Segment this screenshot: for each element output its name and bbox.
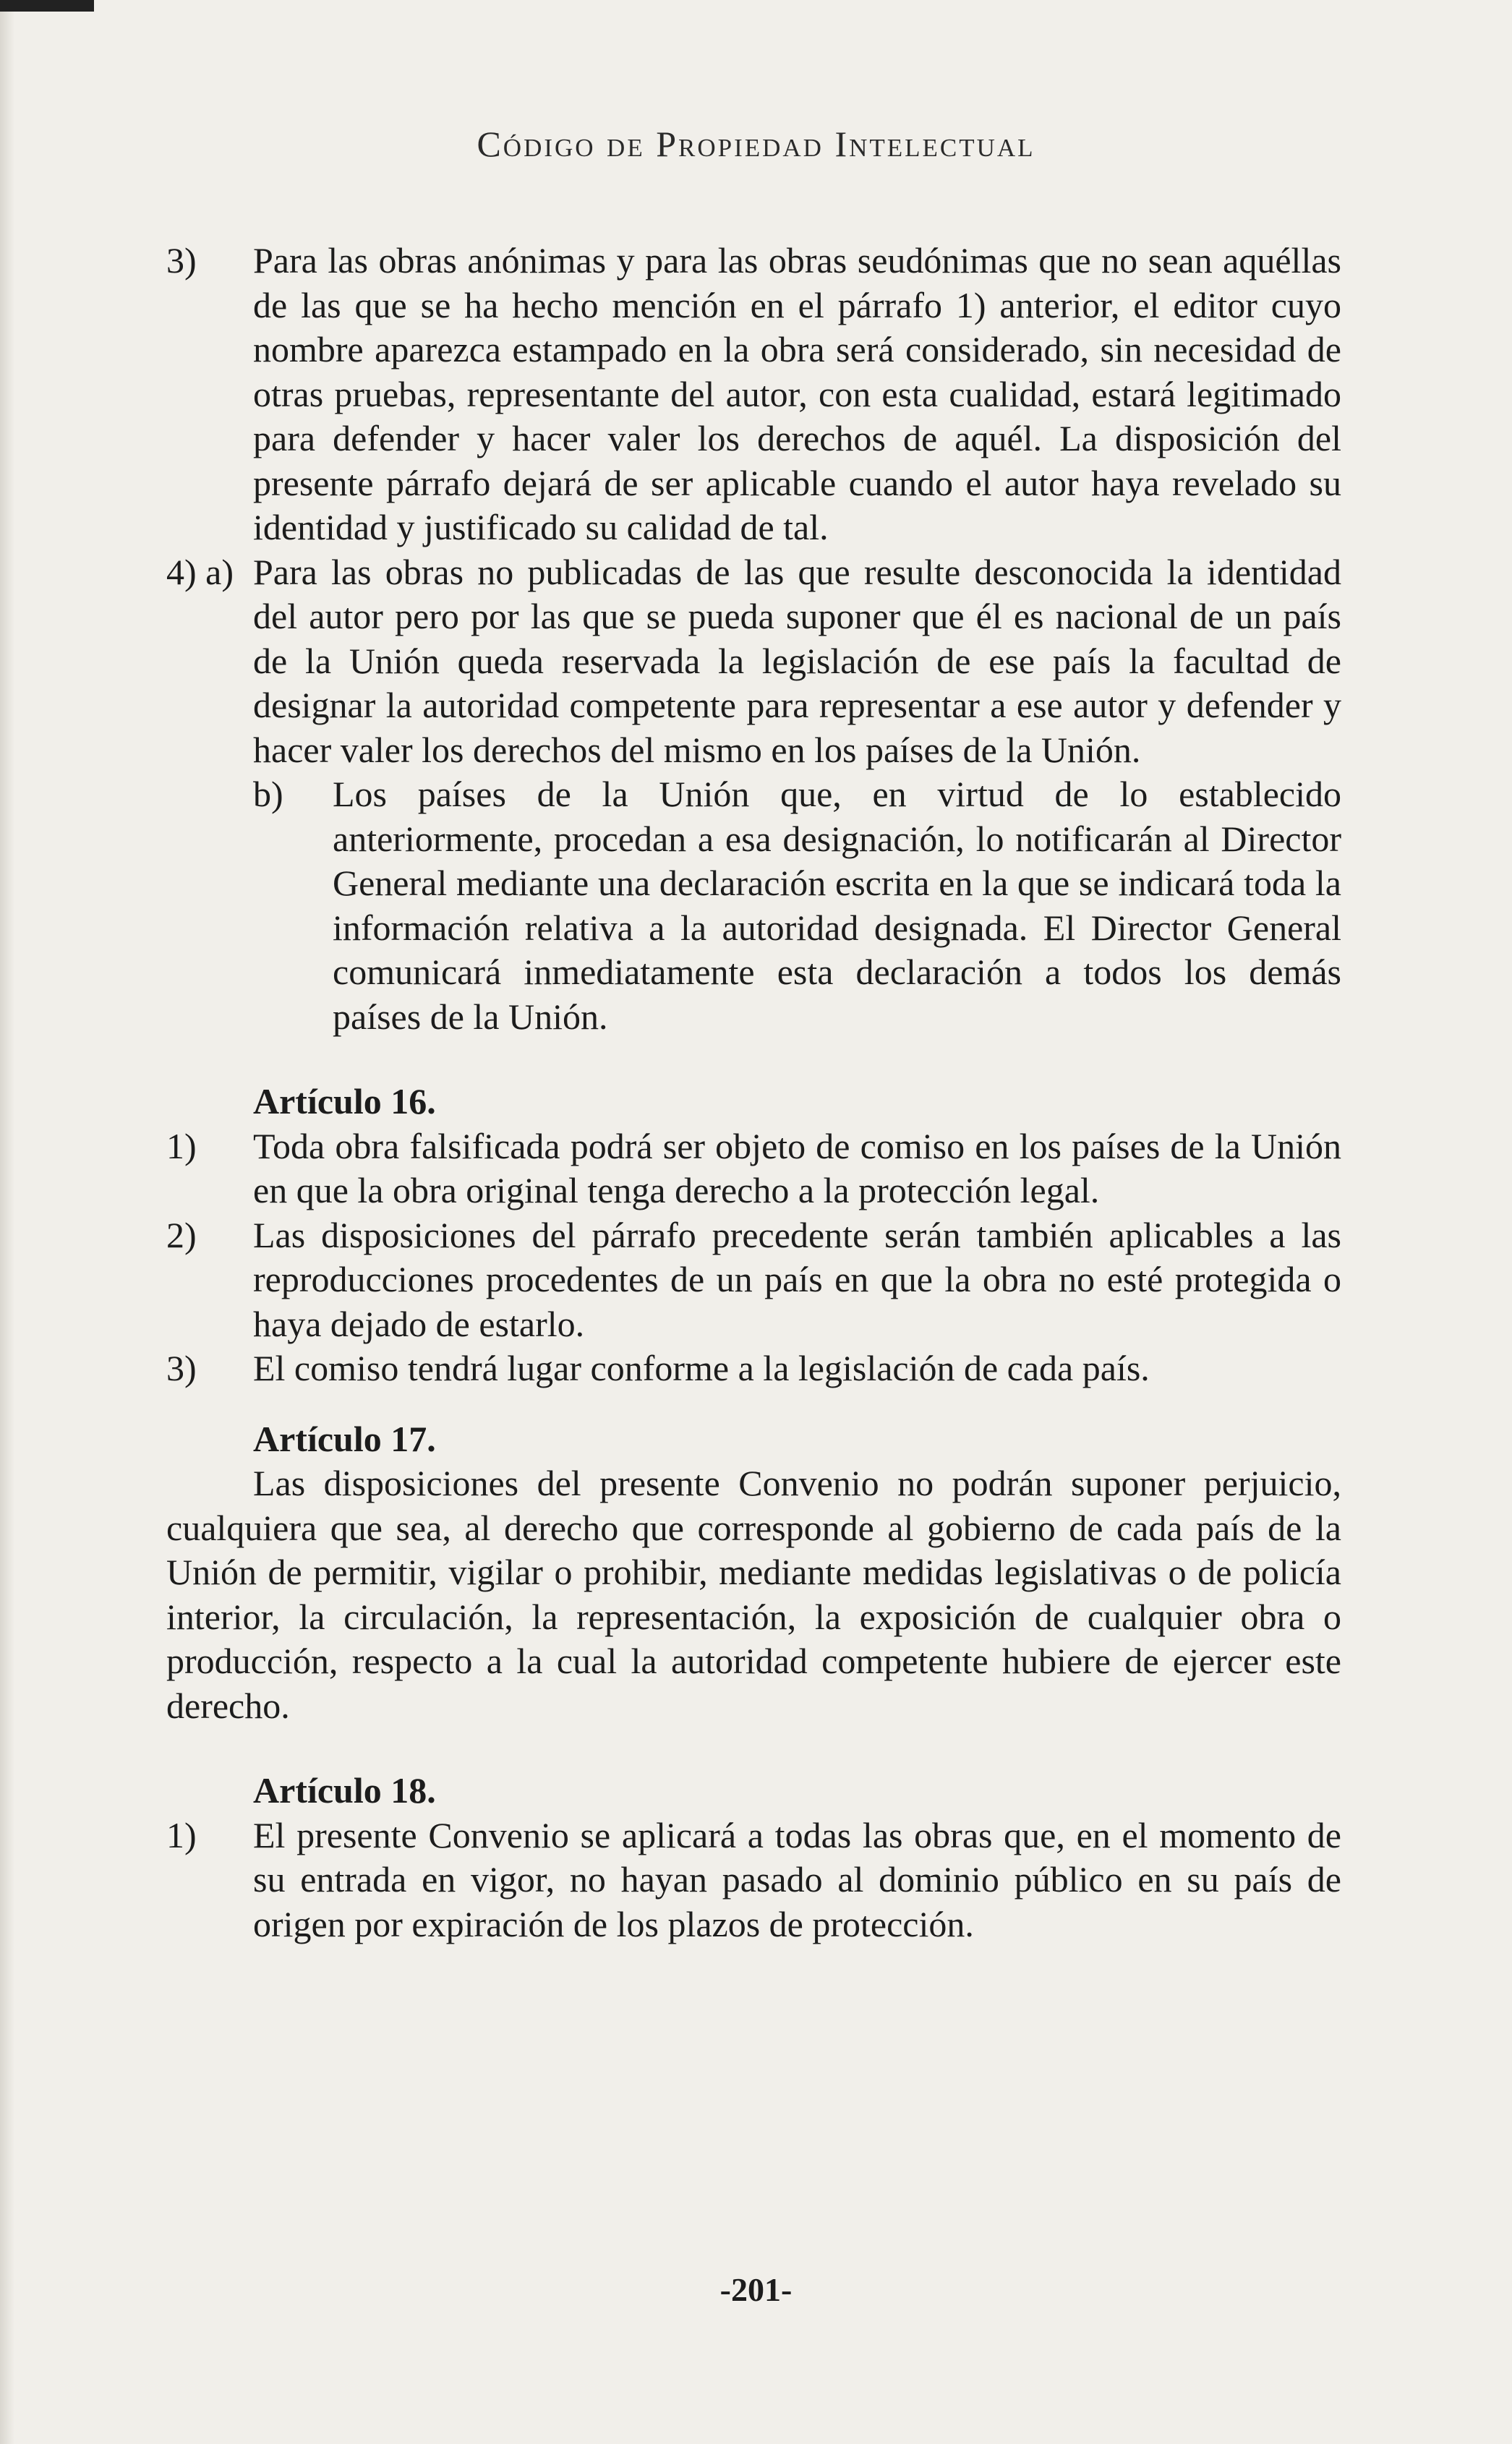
item-text: El comiso tendrá lugar conforme a la legislación de cada país. <box>253 1348 1150 1388</box>
paragraph-item <box>166 1124 1341 1213</box>
page-body <box>166 239 1341 1947</box>
subitem-letter: b) <box>253 774 283 814</box>
item-text: Para las obras anónimas y para las obras seudónimas que no sean aquéllas de las que se ha hecho mención en el párrafo 1) anterior, el editor cuyo nombre aparezca estampado en la obra será considerado, sin necesidad de otras pruebas, representante del autor, con esta cualidad, estará legitimado para defender y hacer valer los derechos de aquél. La disposición del presente párrafo dejará de ser aplicable cuando el autor haya revelado su identidad y justificado su calidad de tal. <box>253 240 1341 547</box>
item-number: 2) <box>166 1214 197 1255</box>
paragraph-item <box>166 1346 1341 1391</box>
corner-mark <box>0 0 94 12</box>
item-text: Toda obra falsificada podrá ser objeto de comiso en los países de la Unión en que la obra original tenga derecho a la protección legal. <box>253 1125 1341 1210</box>
article-body-text: Las disposiciones del presente Convenio no podrán suponer perjuicio, cualquiera que sea, al derecho que corresponde al gobierno de cada país de la Unión de permitir, vigilar o prohibir, mediante medidas legislativas o de policía interior, la circulación, la representación, la exposición de cualquier obra o producción, respecto a la cual la autoridad competente hubiere de ejercer este derecho. <box>166 1463 1341 1726</box>
subitem-text: Los países de la Unión que, en virtud de lo establecido anteriormente, procedan a esa designación, lo notificarán al Director General mediante una declaración escrita en la que se indicará toda la información relativa a la autoridad designada. El Director General comunicará inmediatamente esta declaración a todos los demás países de la Unión. <box>333 774 1341 1037</box>
item-number: 1) <box>166 1814 197 1855</box>
article-heading: Artículo 17. <box>253 1418 436 1459</box>
paragraph-item <box>166 550 1341 773</box>
item-text: El presente Convenio se aplicará a todas las obras que, en el momento de su entrada en vigor, no hayan pasado al dominio público en su país de origen por expiración de los plazos de protección. <box>253 1814 1341 1944</box>
paragraph-item <box>166 239 1341 550</box>
item-number: 4) a) <box>166 551 234 592</box>
paragraph-item <box>166 1213 1341 1347</box>
article-heading: Artículo 16. <box>253 1081 436 1121</box>
page-edge-shadow <box>0 0 14 2444</box>
running-header: Código de Propiedad Intelectual <box>477 124 1035 164</box>
paragraph-item <box>166 1813 1341 1947</box>
item-number: 1) <box>166 1125 197 1166</box>
item-text: Para las obras no publicadas de las que resulte desconocida la identidad del autor pero por las que se pueda suponer que él es nacional de un país de la Unión queda reservada la legislación de ese país la facultad de designar la autoridad competente para representar a ese autor y defender y hacer valer los derechos del mismo en los países de la Unión. <box>253 551 1341 770</box>
item-number: 3) <box>166 1348 197 1388</box>
subparagraph-item <box>166 772 1341 1039</box>
article-heading: Artículo 18. <box>253 1770 436 1811</box>
item-text: Las disposiciones del párrafo precedente serán también aplicables a las reproducciones procedentes de un país en que la obra no esté protegida o haya dejado de estarlo. <box>253 1214 1341 1344</box>
item-number: 3) <box>166 240 197 281</box>
page-number: -201- <box>719 2271 793 2308</box>
